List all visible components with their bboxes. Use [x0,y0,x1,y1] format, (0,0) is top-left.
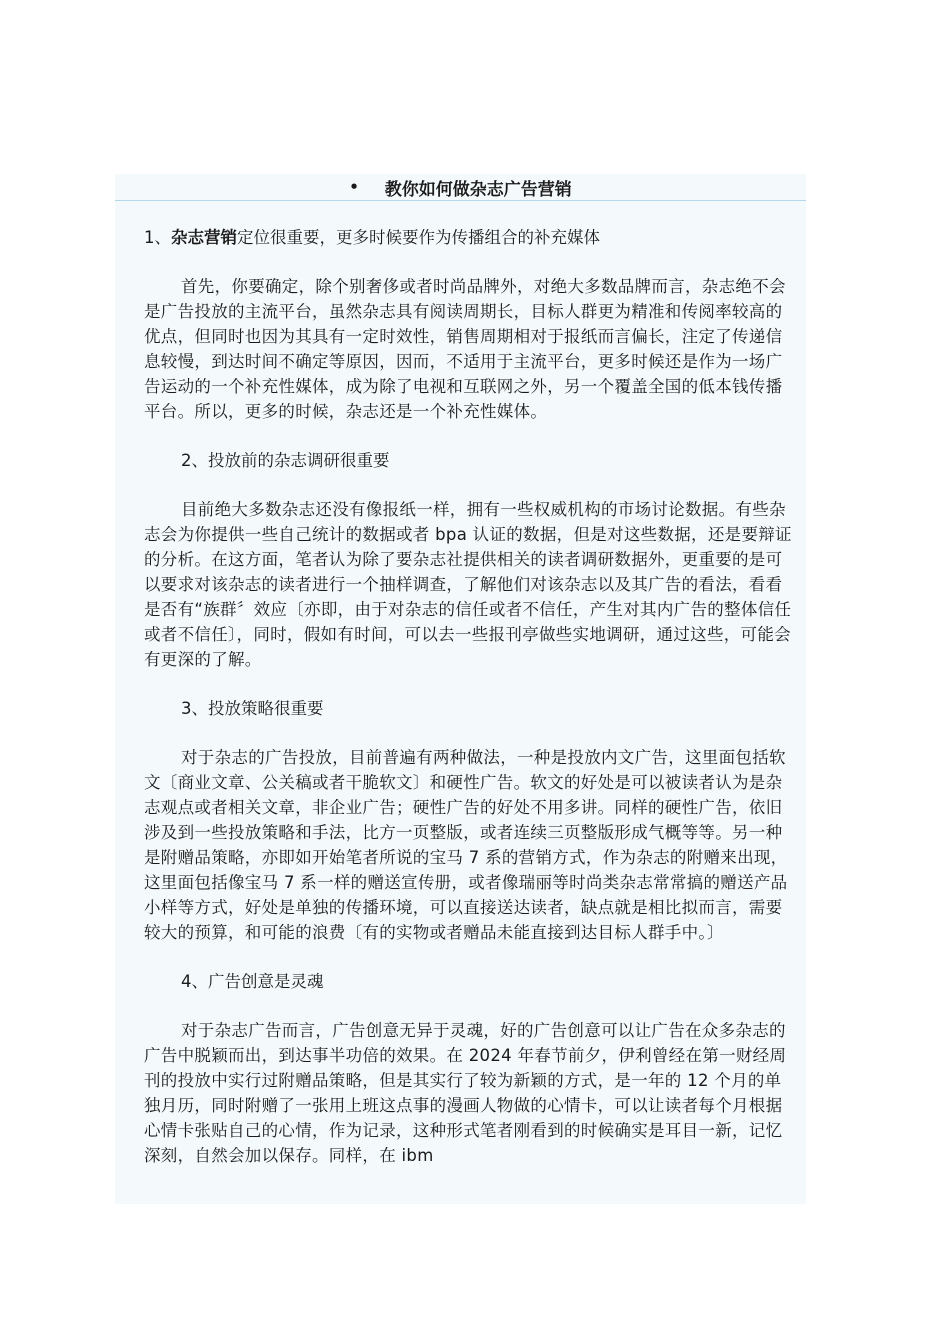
section-1-heading [144,225,796,250]
paragraph-4: 对于杂志广告而言，广告创意无异于灵魂，好的广告创意可以让广告在众多杂志的广告中脱颖而出，到达事半功倍的效果。在 2024 年春节前夕，伊利曾经在第一财经周刊的投放中实行过附赠品策略，但是其实行了较为新颖的方式，是一年的 12 个月的单独月历，同时附赠了一张用上班这点事的漫画人物做的心情卡，可以让读者每个月根据心情卡张贴自己的心情，作为记录，这种形式笔者刚看到的时候确实是耳目一新，记忆深刻，自然会加以保存。同样，在 ibm [144,1021,787,1165]
paragraph-1: 首先，你要确定，除个别奢侈或者时尚品牌外，对绝大多数品牌而言，杂志绝不会是广告投放的主流平台，虽然杂志具有阅读周期长，目标人群更为精准和传阅率较高的优点，但同时也因为其具有一定时效性，销售周期相对于报纸而言偏长，注定了传递信息较慢，到达时间不确定等原因，因而，不适用于主流平台，更多时候还是作为一场广告运动的一个补充性媒体，成为除了电视和互联网之外，另一个覆盖全国的低本钱传播平台。所以，更多的时候，杂志还是一个补充性媒体。 [144,277,786,421]
paragraph-3: 对于杂志的广告投放，目前普遍有两种做法，一种是投放内文广告，这里面包括软文〔商业文章、公关稿或者干脆软文〕和硬性广告。软文的好处是可以被读者认为是杂志观点或者相关文章，非企业广告；硬性广告的好处不用多讲。同样的硬性广告，依旧涉及到一些投放策略和手法，比方一页整版，或者连续三页整版形成气概等等。另一种是附赠品策略，亦即如开始笔者所说的宝马 7 系的营销方式，作为杂志的附赠来出现，这里面包括像宝马 7 系一样的赠送宣传册，或者像瑞丽等时尚类杂志常常搞的赠送产品小样等方式，好处是单独的传播环境，可以直接送达读者，缺点就是相比拟而言，需要较大的预算，和可能的浪费〔有的实物或者赠品未能直接到达目标人群手中。〕 [144,748,788,942]
bullet-icon: • [349,178,359,196]
section-1-keyword: 杂志营销 [171,228,237,247]
section-1-heading-text: 定位很重要，更多时候要作为传播组合的补充媒体 [237,228,600,247]
section-1-number: 1、 [144,228,171,247]
section-4-heading: 4、广告创意是灵魂 [181,972,324,991]
article-title: 教你如何做杂志广告营销 [384,179,572,200]
article-panel [115,174,806,1204]
section-3-heading: 3、投放策略很重要 [181,699,324,718]
article-title-bar [115,174,806,201]
paragraph-2: 目前绝大多数杂志还没有像报纸一样，拥有一些权威机构的市场讨论数据。有些杂志会为你提供一些自己统计的数据或者 bpa 认证的数据，但是对这些数据，还是要辩证的分析。在这方面，笔者认为除了要杂志社提供相关的读者调研数据外，更重要的是可以要求对该杂志的读者进行一个抽样调查，了解他们对该杂志以及其广告的看法，看看是否有“族群〞效应〔亦即，由于对杂志的信任或者不信任，产生对其内广告的整体信任或者不信任〕，同时，假如有时间，可以去一些报刊亭做些实地调研，通过这些，可能会有更深的了解。 [144,500,792,669]
section-2-heading: 2、投放前的杂志调研很重要 [181,451,390,470]
article-body [115,201,796,1168]
